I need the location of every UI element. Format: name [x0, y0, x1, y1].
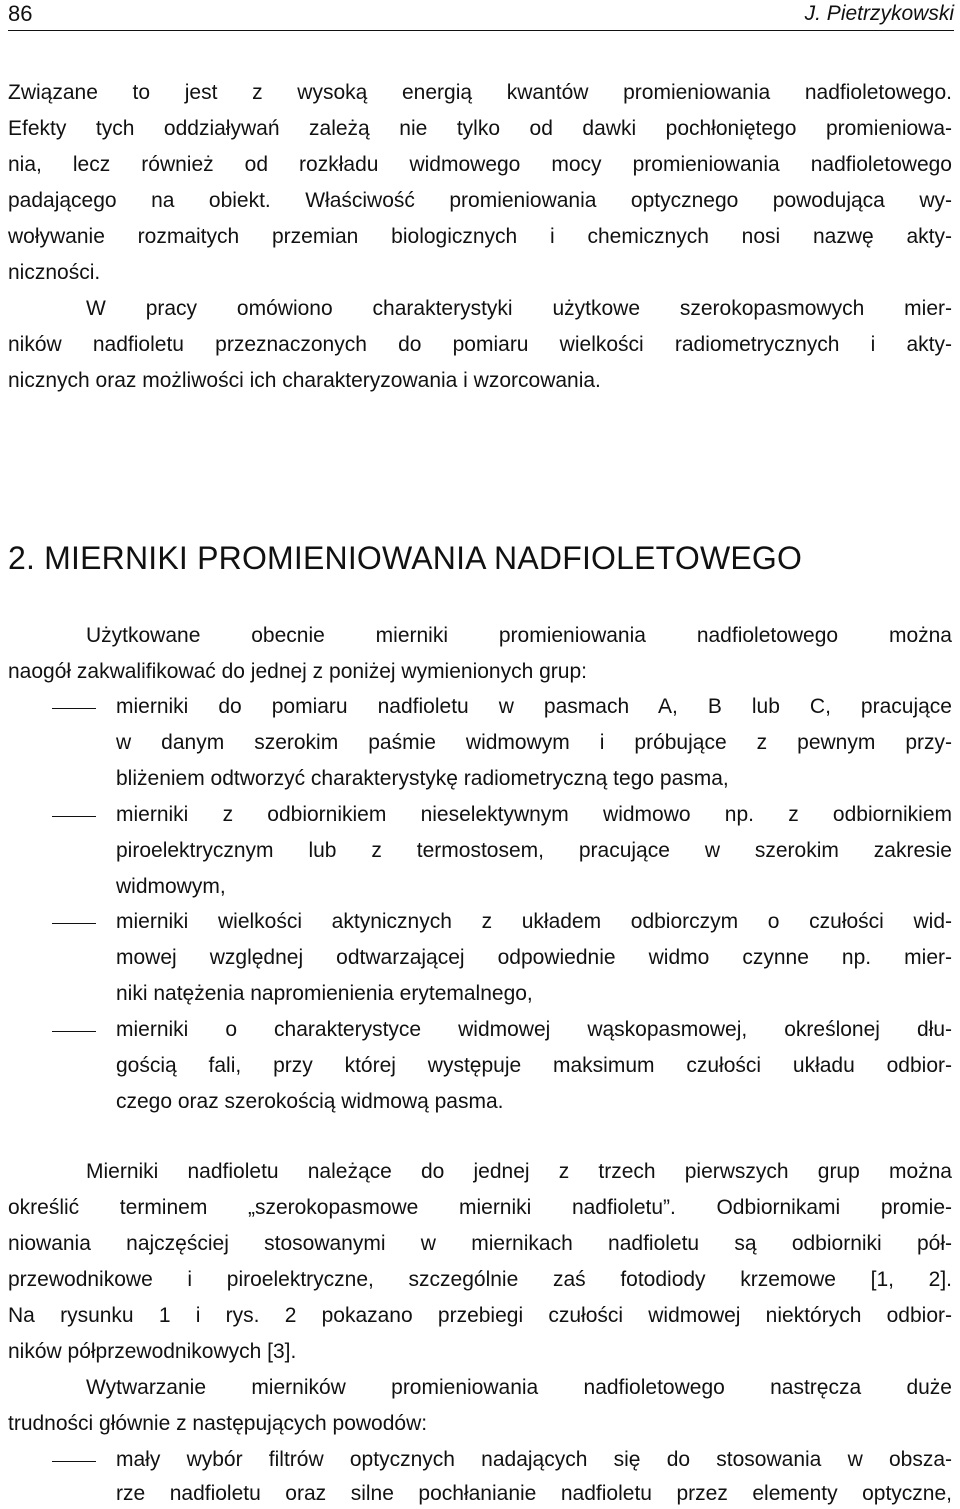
page-number: 86	[8, 1, 33, 26]
intro-line: woływanie rozmaitych przemian biologicznych i chemicznych nosi nazwę akty-	[8, 225, 952, 248]
paragraph-line: określić terminem „szerokopasmowe mierniki nadfioletu”. Odbiornikami promie-	[8, 1196, 952, 1219]
list-item-line: mały wybór filtrów optycznych nadających się do stosowania w obsza-	[116, 1448, 952, 1471]
section-heading: 2. MIERNIKI PROMIENIOWANIA NADFIOLETOWEGO	[8, 540, 803, 576]
list-dash-icon	[52, 923, 96, 924]
running-header	[8, 0, 954, 31]
paragraph-line: Mierniki nadfioletu należące do jednej z trzech pierwszych grup można	[86, 1160, 952, 1183]
list-item-line: mierniki wielkości aktynicznych z układem odbiorczym o czułości wid-	[116, 910, 952, 933]
list-item-line: gością fali, przy której występuje maksimum czułości układu odbior-	[116, 1054, 952, 1077]
list-item-line: widmowym,	[116, 875, 226, 898]
list-item-line: rze nadfioletu oraz silne pochłanianie nadfioletu przez elementy optyczne,	[116, 1482, 952, 1505]
list-dash-icon	[52, 1031, 96, 1032]
list-item-line: bliżeniem odtworzyć charakterystykę radiometryczną tego pasma,	[116, 767, 729, 790]
list-item-line: mierniki o charakterystyce widmowej wąskopasmowej, określonej dłu-	[116, 1018, 952, 1041]
list-dash-icon	[52, 816, 96, 817]
intro-line: padającego na obiekt. Właściwość promieniowania optycznego powodująca wy-	[8, 189, 952, 212]
intro-line: Związane to jest z wysoką energią kwantów promieniowania nadfioletowego.	[8, 81, 952, 104]
paragraph-line: trudności głównie z następujących powodów:	[8, 1412, 428, 1435]
list-item-line: czego oraz szerokością widmową pasma.	[116, 1090, 504, 1113]
list-item-line: mierniki z odbiornikiem nieselektywnym widmowo np. z odbiornikiem	[116, 803, 952, 826]
intro-line: ników nadfioletu przeznaczonych do pomiaru wielkości radiometrycznych i akty-	[8, 333, 952, 356]
intro-line: W pracy omówiono charakterystyki użytkowe szerokopasmowych mier-	[86, 297, 952, 320]
list-dash-icon	[52, 1461, 96, 1462]
intro-line: Efekty tych oddziaływań zależą nie tylko od dawki pochłoniętego promieniowa-	[8, 117, 952, 140]
intro-line: nicznych oraz możliwości ich charakteryzowania i wzorcowania.	[8, 369, 601, 392]
list-item-line: mowej względnej odtwarzającej odpowiednie widmo czynne np. mier-	[116, 946, 952, 969]
list-item-line: niki natężenia napromienienia erytemalnego,	[116, 982, 533, 1005]
list-item-line: w danym szerokim paśmie widmowym i próbujące z pewnym przy-	[116, 731, 952, 754]
list-item-line: piroelektrycznym lub z termostosem, pracujące w szerokim zakresie	[116, 839, 952, 862]
paragraph-line: Wytwarzanie mierników promieniowania nadfioletowego nastręcza duże	[86, 1376, 952, 1399]
paragraph-line: przewodnikowe i piroelektryczne, szczególnie zaś fotodiody krzemowe [1, 2].	[8, 1268, 952, 1291]
intro-line: niczności.	[8, 261, 101, 284]
list-item-line: mierniki do pomiaru nadfioletu w pasmach A, B lub C, pracujące	[116, 695, 952, 718]
paragraph-line: ników półprzewodnikowych [3].	[8, 1340, 297, 1363]
list-dash-icon	[52, 708, 96, 709]
section-intro-line: naogół zakwalifikować do jednej z poniżej wymienionych grup:	[8, 660, 587, 683]
section-intro-line: Użytkowane obecnie mierniki promieniowania nadfioletowego można	[86, 624, 952, 647]
running-head-author: J. Pietrzykowski	[804, 2, 954, 25]
paragraph-line: niowania najczęściej stosowanymi w miernikach nadfioletu są odbiorniki pół-	[8, 1232, 952, 1255]
intro-line: nia, lecz również od rozkładu widmowego mocy promieniowania nadfioletowego	[8, 153, 952, 176]
paragraph-line: Na rysunku 1 i rys. 2 pokazano przebiegi czułości widmowej niektórych odbior-	[8, 1304, 952, 1327]
